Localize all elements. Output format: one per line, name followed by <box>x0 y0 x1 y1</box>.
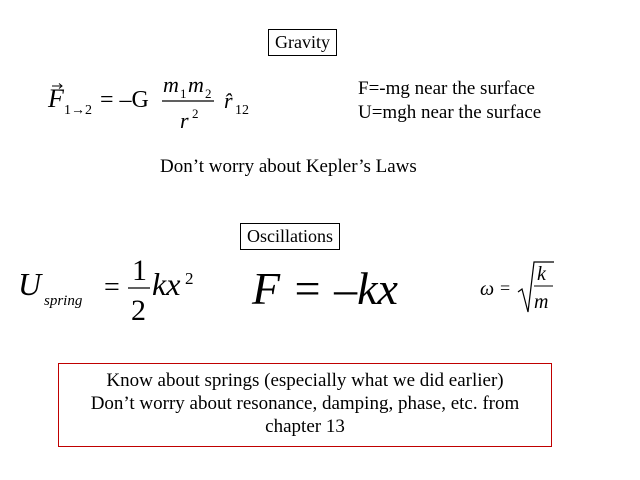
oscillations-title: Oscillations <box>240 223 340 250</box>
omega-equals: = <box>500 278 511 298</box>
force-subscript: 1→2 <box>64 103 92 118</box>
gravity-title: Gravity <box>268 29 337 56</box>
energy-subscript: spring <box>44 293 83 309</box>
radius: r <box>180 108 189 133</box>
summary-line-2: Don’t worry about resonance, damping, phase, etc. from <box>90 393 520 414</box>
half-num: 1 <box>132 254 147 287</box>
spring-energy-formula <box>14 250 214 330</box>
half-den: 2 <box>131 294 146 327</box>
omega-formula <box>478 256 568 320</box>
mass2-sub: 2 <box>205 86 212 101</box>
mass2: m <box>188 72 204 97</box>
summary-box <box>58 363 552 447</box>
rhat-sub: 12 <box>235 103 249 118</box>
equals-minus-g: = –G <box>100 87 149 113</box>
rhat: r̂ <box>224 88 233 113</box>
radius-exp: 2 <box>192 106 199 121</box>
gravity-formula <box>40 68 260 138</box>
kx-term: kx <box>152 266 181 302</box>
note-force: F=-mg near the surface <box>358 78 535 99</box>
omega-den: m <box>534 291 549 313</box>
kx-exp: 2 <box>185 269 194 288</box>
mass1-sub: 1 <box>180 86 187 101</box>
hooke-law <box>248 258 418 318</box>
omega-symbol: ω <box>480 278 495 300</box>
omega-num: k <box>537 263 546 285</box>
equals-sign: = <box>104 272 120 303</box>
summary-line-1: Know about springs (especially what we did earlier) <box>106 370 504 391</box>
mass1: m <box>163 72 179 97</box>
energy-symbol: U <box>18 266 42 302</box>
note-energy: U=mgh near the surface <box>358 102 542 123</box>
summary-line-3: chapter 13 <box>265 416 345 437</box>
kepler-note: Don’t worry about Kepler’s Laws <box>160 156 417 177</box>
force-symbol: F <box>48 84 64 113</box>
hooke-text: F = –kx <box>252 263 398 314</box>
